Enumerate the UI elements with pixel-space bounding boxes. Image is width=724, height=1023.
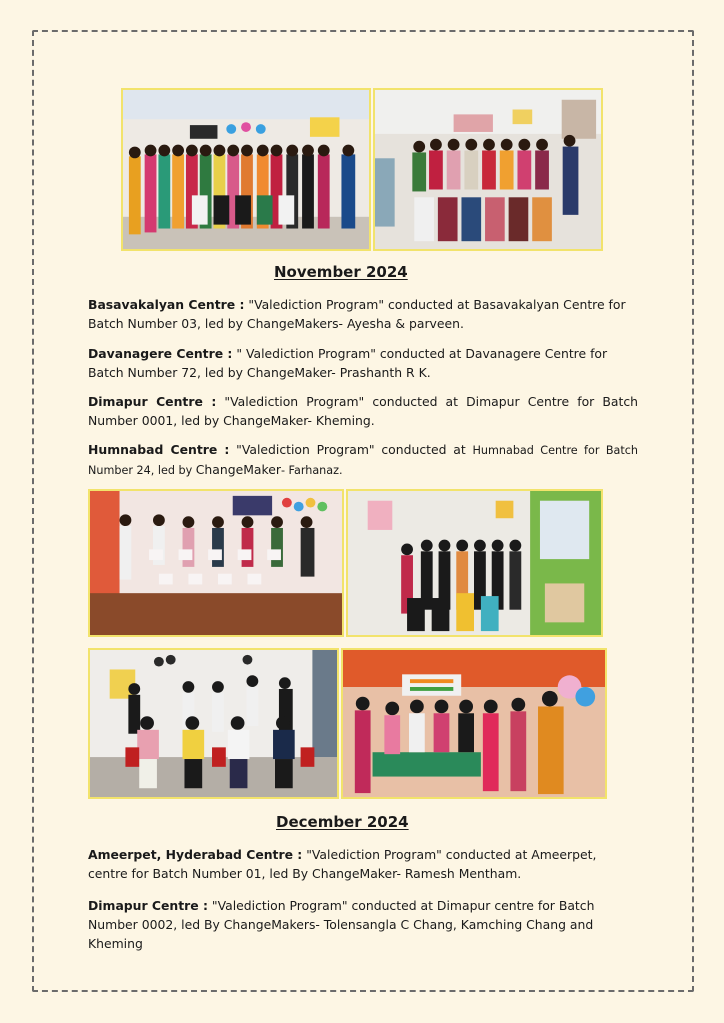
entry-dimapur (88, 392, 638, 430)
entry-text: "Valediction Program" conducted at Ameerpet, centre for Batch Number 01, led By ChangeMaker- Ramesh Mentham. (88, 847, 597, 881)
section-heading-november: November 2024 (274, 263, 408, 281)
group-photo-davanagere (373, 88, 603, 251)
centre-name: Dimapur Centre : (88, 394, 217, 409)
entry-humnabad (88, 440, 638, 480)
entry-text: "Valediction Program" conducted at Basavakalyan Centre for Batch Number 03, led by ChangeMakers- Ayesha & parveen. (88, 297, 626, 331)
entry-dimapur-december (88, 896, 638, 953)
entry-basavakalyan (88, 295, 638, 333)
entry-text: - Farhanaz. (280, 464, 343, 477)
section-heading-december: December 2024 (276, 813, 409, 831)
entry-text: " Valediction Program" conducted at Davanagere Centre for Batch Number 72, led by ChangeMaker- Prashanth R K. (88, 346, 608, 380)
group-photo-ameerpet (88, 648, 339, 799)
entry-ameerpet-hyderabad (88, 845, 638, 883)
centre-name: Basavakalyan Centre : (88, 297, 245, 312)
entry-davanagere (88, 344, 638, 382)
centre-name: Ameerpet, Hyderabad Centre : (88, 847, 303, 862)
group-photo-basavakalyan (121, 88, 371, 251)
entry-text: Humnabad Centre for Batch Number 24, led by (88, 444, 638, 477)
entry-text: "Valediction Program" conducted at Dimapur Centre for Batch Number 0001, led by ChangeMaker- Kheming. (88, 394, 638, 428)
group-photo-humnabad (346, 489, 603, 637)
entry-text: ChangeMaker (195, 462, 281, 477)
entry-text: "Valediction Program" conducted at Dimapur centre for Batch Number 0002, led By ChangeMakers- Tolensangla C Chang, Kamching Chang and Kheming (88, 898, 595, 951)
group-photo-dimapur-2 (341, 648, 607, 799)
centre-name: Dimapur Centre : (88, 898, 208, 913)
group-photo-dimapur (88, 489, 344, 637)
centre-name: Humnabad Centre : (88, 442, 230, 457)
entry-text: "Valediction Program" conducted at (229, 442, 473, 457)
centre-name: Davanagere Centre : (88, 346, 233, 361)
